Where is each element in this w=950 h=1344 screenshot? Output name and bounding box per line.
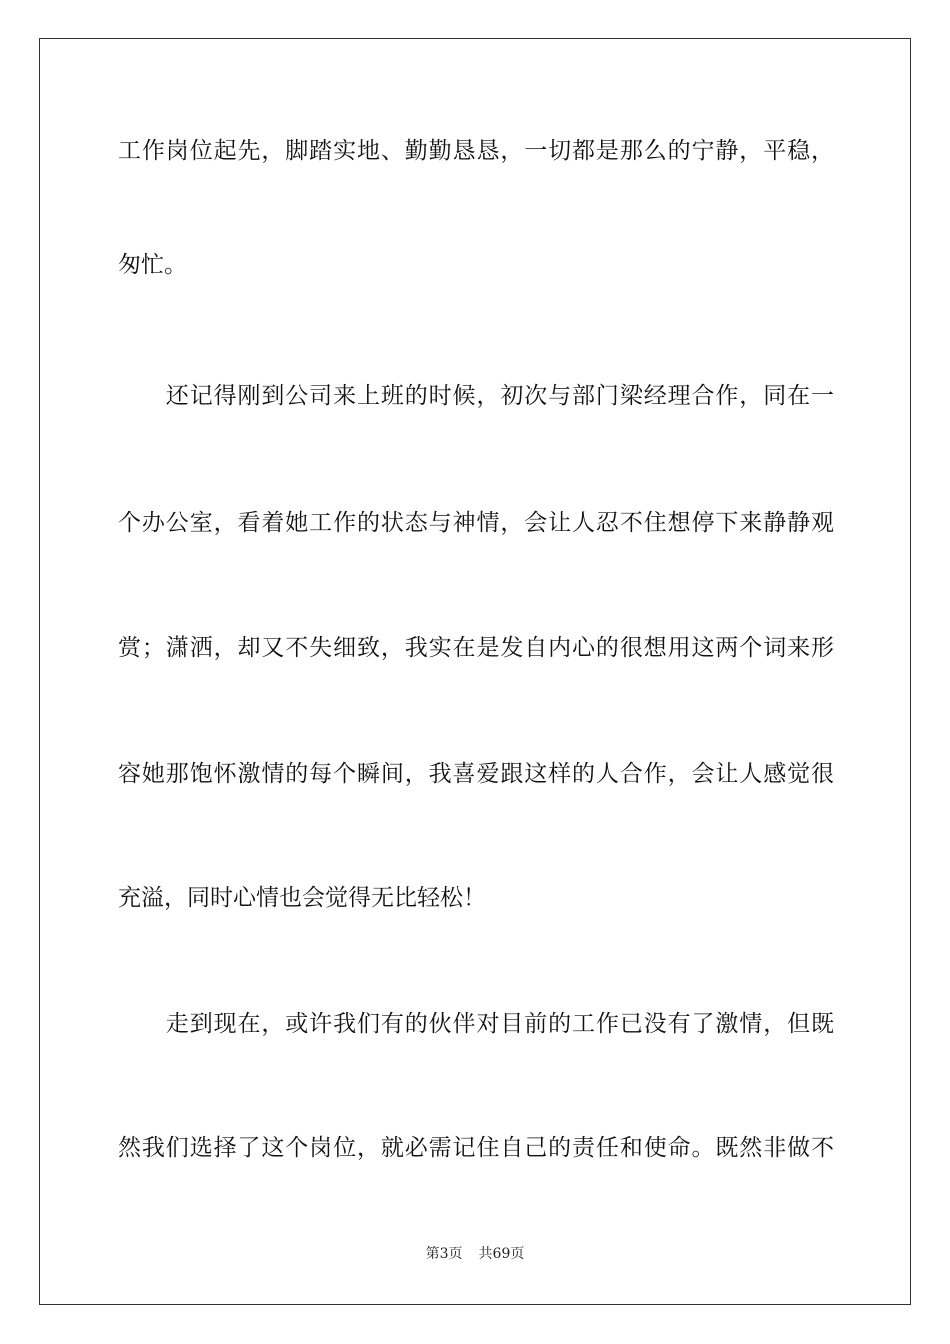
page-border <box>39 38 911 1305</box>
text-line-1: 工作岗位起先，脚踏实地、勤勤恳恳，一切都是那么的宁静，平稳， <box>118 138 834 164</box>
text-line-3: 还记得刚到公司来上班的时候，初次与部门梁经理合作，同在一 <box>118 383 834 409</box>
page-footer <box>0 1245 950 1263</box>
page-number: 第3页 <box>425 1246 463 1262</box>
text-line-9: 然我们选择了这个岗位，就必需记住自己的责任和使命。既然非做不 <box>118 1135 834 1161</box>
text-line-6: 容她那饱怀激情的每个瞬间，我喜爱跟这样的人合作，会让人感觉很 <box>118 761 834 787</box>
text-line-4: 个办公室，看着她工作的状态与神情，会让人忍不住想停下来静静观 <box>118 510 834 536</box>
page-total: 共69页 <box>478 1246 525 1262</box>
text-line-7: 充溢，同时心情也会觉得无比轻松！ <box>118 885 486 911</box>
text-line-8: 走到现在，或许我们有的伙伴对目前的工作已没有了激情，但既 <box>118 1011 834 1037</box>
text-line-2: 匆忙。 <box>118 252 187 278</box>
text-line-5: 赏；潇洒，却又不失细致，我实在是发自内心的很想用这两个词来形 <box>118 635 834 661</box>
